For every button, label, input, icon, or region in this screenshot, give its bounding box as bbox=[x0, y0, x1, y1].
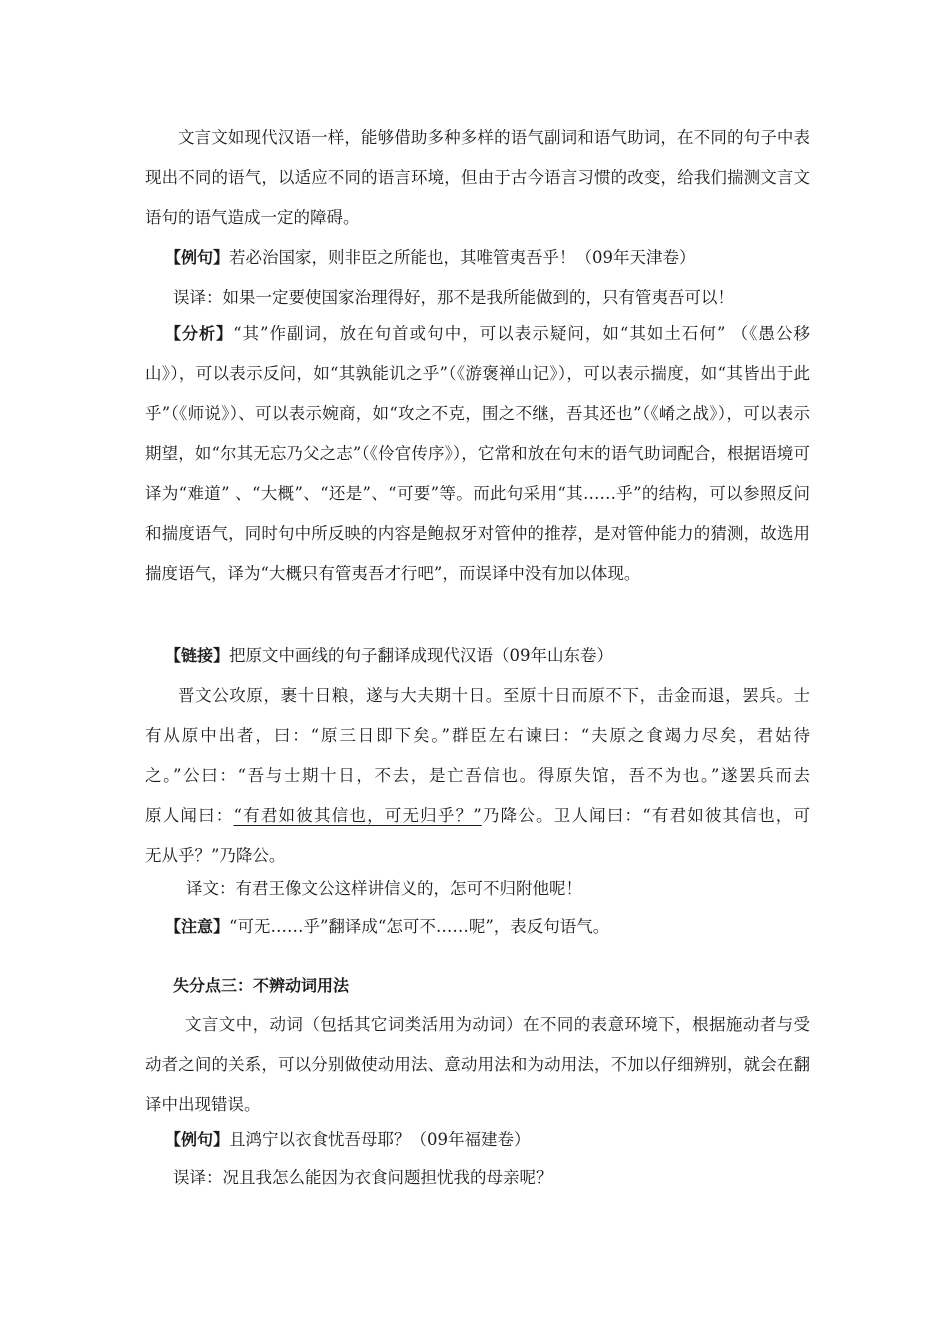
analysis-label: 【分析】 bbox=[165, 324, 234, 343]
example-text-2: 且鸿宁以衣食忧吾母耶？（09年福建卷） bbox=[229, 1130, 531, 1149]
section-body-paragraph: 文言文中，动词（包括其它词类活用为动词）在不同的表意环境下，根据施动者与受动者之间的关系，可以分别做使动用法、意动用法和为动用法，不加以仔细辨别，就会在翻译中出现错误。 bbox=[145, 1015, 810, 1114]
intro-paragraph: 文言文如现代汉语一样，能够借助多种多样的语气副词和语气助词，在不同的句子中表现出不同的语气，以适应不同的语言环境，但由于古今语言习惯的改变，给我们揣测文言文语句的语气造成一定的障碍。 bbox=[145, 128, 810, 227]
note-label: 【注意】 bbox=[165, 917, 230, 936]
passage-line-4 bbox=[145, 796, 810, 836]
example-text-1: 若必治国家，则非臣之所能也，其唯管夷吾乎！（09年天津卷） bbox=[229, 248, 696, 267]
underlined-sentence: “有君如彼其信也，可无归乎？” bbox=[233, 806, 482, 825]
section-heading: 失分点三：不辨动词用法 bbox=[173, 976, 350, 995]
passage-line-4-end: 乃降公。卫人闻曰：“有君如彼其信也，可 bbox=[481, 806, 810, 825]
wrong-translation-1: 误译：如果一定要使国家治理得好，那不是我所能做到的，只有管夷吾可以！ bbox=[173, 288, 734, 307]
link-text: 把原文中画线的句子翻译成现代汉语（09年山东卷） bbox=[229, 646, 614, 665]
link-line bbox=[165, 636, 830, 676]
passage-line-1: 晋文公攻原，裹十日粮，遂与大夫期十日。至原十日而原不下，击金而退，罢兵。士 bbox=[178, 686, 810, 705]
example-label-1: 【例句】 bbox=[165, 248, 230, 267]
link-label: 【链接】 bbox=[165, 646, 230, 665]
example-sentence-1 bbox=[165, 238, 830, 278]
passage bbox=[145, 676, 810, 876]
analysis-paragraph bbox=[145, 314, 810, 594]
passage-line-3: 之。”公曰：“吾与士期十日，不去，是亡吾信也。得原失馆，吾不为也。”遂罢兵而去 bbox=[145, 766, 810, 785]
analysis-text: “其”作副词，放在句首或句中，可以表示疑问，如“其如土石何” （《愚公移山》），可以表示反问，如“其孰能讥之乎”（《游褒禅山记》），可以表示揣度，如“其皆出于此乎”（《师说》）、可以表示婉商，如“攻之不克，围之不继，吾其还也”（《崤之战》），可以表示期望，如“尔其无忘乃父之志”（《伶官传序》），它常和放在句末的语气助词配合，根据语境可译为“难道” 、“大概”、“还是”、“可要”等。而此句采用“其……乎”的结构，可以参照反问和揣度语气，同时句中所反映的内容是鲍叔牙对管仲的推荐，是对管仲能力的猜测，故选用揣度语气，译为“大概只有管夷吾才行吧”，而误译中没有加以体现。 bbox=[145, 324, 810, 583]
note-text: “可无……乎”翻译成“怎可不……呢”，表反句语气。 bbox=[229, 917, 610, 936]
note-line bbox=[165, 907, 830, 947]
translation-line: 译文：有君王像文公这样讲信义的，怎可不归附他呢！ bbox=[186, 879, 582, 898]
example-sentence-2 bbox=[165, 1120, 830, 1160]
passage-line-4-start: 原人闻曰： bbox=[145, 806, 234, 825]
passage-line-2: 有从原中出者，曰：“原三日即下矣。”群臣左右谏曰：“夫原之食竭力尽矣，君姑待 bbox=[145, 726, 810, 745]
example-label-2: 【例句】 bbox=[165, 1130, 230, 1149]
passage-line-5: 无从乎？”乃降公。 bbox=[145, 846, 286, 865]
wrong-translation-2: 误译：况且我怎么能因为衣食问题担忧我的母亲呢？ bbox=[173, 1168, 553, 1187]
